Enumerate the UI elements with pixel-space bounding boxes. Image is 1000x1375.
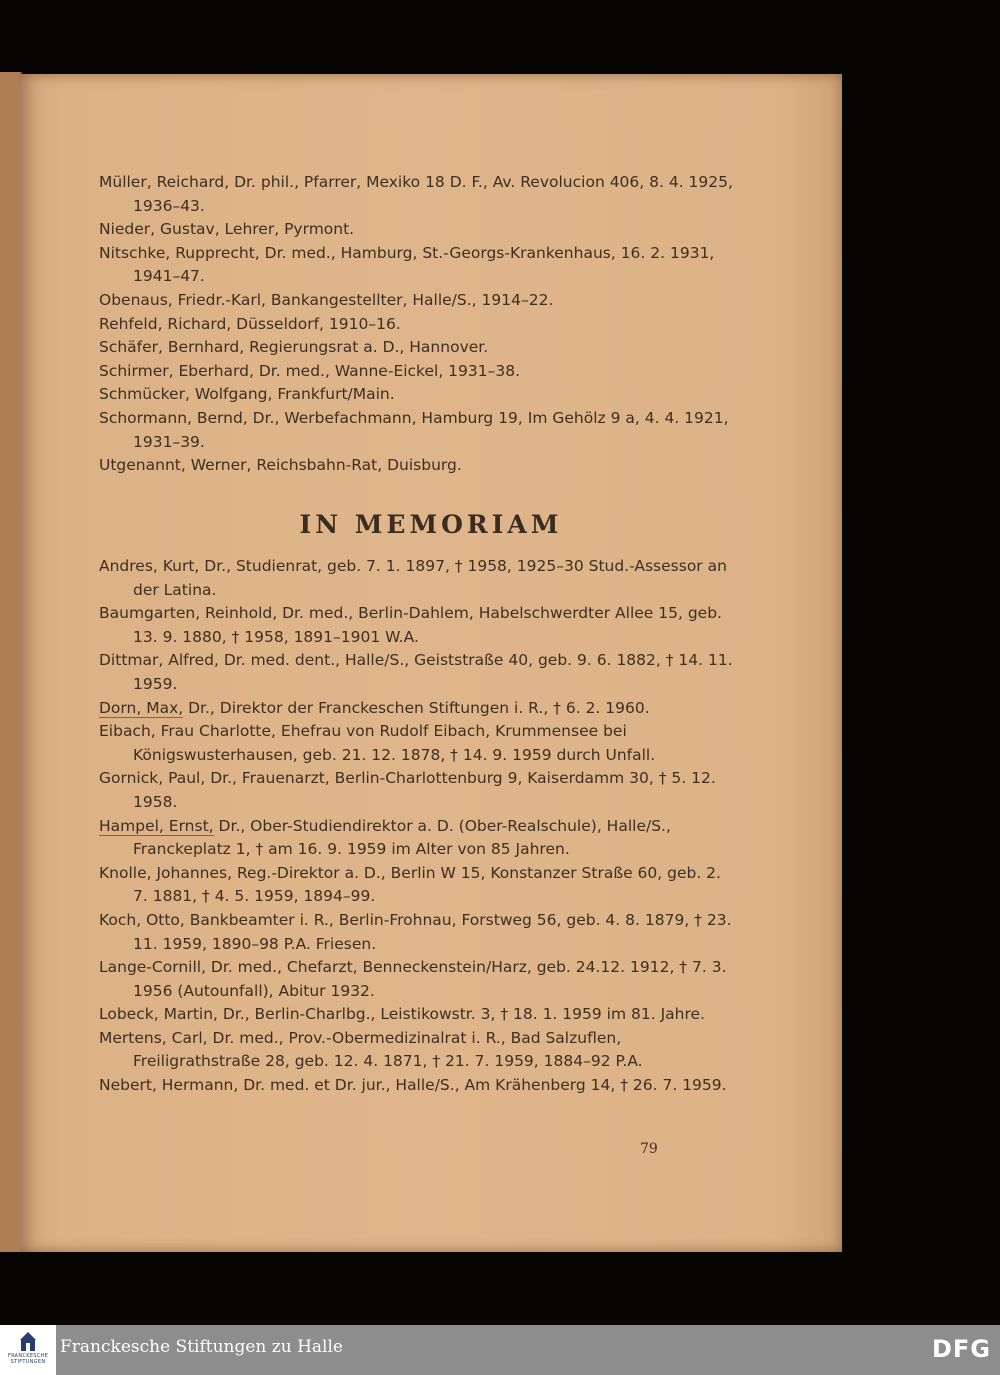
memoriam-item: [99, 555, 739, 602]
in-memoriam-list: [99, 555, 739, 1098]
memoriam-item: [99, 1027, 739, 1074]
memoriam-item: [99, 649, 739, 696]
memoriam-item: [99, 697, 739, 721]
memoriam-item: [99, 767, 739, 814]
footer-title: Franckesche Stiftungen zu Halle: [60, 1337, 343, 1357]
list-item: Schmücker, Wolfgang, Frankfurt/Main.: [99, 385, 395, 404]
entry-text: Baumgarten, Reinhold, Dr. med., Berlin-Dahlem, Habelschwerdter Allee 15, geb. 13. 9. 1880, † 1958, 1891–1901 W.A.: [99, 604, 722, 646]
entry-text: Lange-Cornill, Dr. med., Chefarzt, Benneckenstein/Harz, geb. 24.12. 1912, † 7. 3. 1956 (Autounfall), Abitur 1932.: [99, 958, 727, 1000]
entry-text: Lobeck, Martin, Dr., Berlin-Charlbg., Leistikowstr. 3, † 18. 1. 1959 im 81. Jahre.: [99, 1005, 705, 1024]
memoriam-item: [99, 956, 739, 1003]
list-item: Rehfeld, Richard, Düsseldorf, 1910–16.: [99, 314, 401, 333]
logo-lettering: FRANCKESCHE STIFTUNGEN: [7, 1353, 49, 1365]
underlined-name: Hampel, Ernst,: [99, 816, 214, 835]
entry-text: Andres, Kurt, Dr., Studienrat, geb. 7. 1. 1897, † 1958, 1925–30 Stud.-Assessor an der Latina.: [99, 557, 727, 599]
franckesche-stiftungen-logo[interactable]: [0, 1325, 56, 1375]
previous-page-edge: [0, 72, 22, 1252]
entry-text: Eibach, Frau Charlotte, Ehefrau von Rudolf Eibach, Krummensee bei Königswusterhausen, geb. 21. 12. 1878, † 14. 9. 1959 durch Unfall.: [99, 722, 656, 764]
memoriam-item: [99, 1074, 739, 1098]
memoriam-item: [99, 720, 739, 767]
memoriam-item: [99, 602, 739, 649]
entry-text: Dr., Ober-Studiendirektor a. D. (Ober-Realschule), Halle/S., Franckeplatz 1, † am 16. 9. 1959 im Alter von 85 Jahren.: [133, 816, 671, 859]
memoriam-item: [99, 909, 739, 956]
list-item: Nitschke, Rupprecht, Dr. med., Hamburg, St.-Georgs-Krankenhaus, 16. 2. 1931, 1941–47.: [99, 243, 715, 286]
alumni-address-list: [99, 171, 739, 478]
page-content: [20, 74, 842, 1252]
viewer-footer: [0, 1325, 1000, 1375]
list-item: Müller, Reichard, Dr. phil., Pfarrer, Mexiko 18 D. F., Av. Revolucion 406, 8. 4. 1925, 1936–43.: [99, 173, 733, 215]
list-item: Obenaus, Friedr.-Karl, Bankangestellter, Halle/S., 1914–22.: [99, 290, 554, 309]
list-item: Schäfer, Bernhard, Regierungsrat a. D., Hannover.: [99, 338, 489, 357]
list-item: Utgenannt, Werner, Reichsbahn-Rat, Duisburg.: [99, 456, 462, 475]
memoriam-item: [99, 1003, 739, 1027]
entry-text: Knolle, Johannes, Reg.-Direktor a. D., Berlin W 15, Konstanzer Straße 60, geb. 2. 7. 1881, † 4. 5. 1959, 1894–99.: [99, 863, 721, 906]
foundation-crest-icon: [20, 1331, 36, 1351]
underlined-name: Dorn, Max,: [99, 698, 184, 717]
book-page: [20, 74, 842, 1252]
memoriam-item: [99, 862, 739, 909]
entry-text: Koch, Otto, Bankbeamter i. R., Berlin-Frohnau, Forstweg 56, geb. 4. 8. 1879, † 23. 11. 1959, 1890–98 P.A. Friesen.: [99, 910, 732, 953]
memoriam-item: [99, 815, 739, 862]
entry-text: Gornick, Paul, Dr., Frauenarzt, Berlin-Charlottenburg 9, Kaiserdamm 30, † 5. 12. 1958.: [99, 769, 716, 811]
entry-text: Mertens, Carl, Dr. med., Prov.-Obermedizinalrat i. R., Bad Salzuflen, Freiligrathstraße 28, geb. 12. 4. 1871, † 21. 7. 1959, 1884–92 P.A.: [99, 1028, 643, 1071]
entry-text: Dittmar, Alfred, Dr. med. dent., Halle/S., Geiststraße 40, geb. 9. 6. 1882, † 14. 11. 1959.: [99, 651, 733, 693]
page-number: 79: [640, 1141, 658, 1157]
dfg-logo[interactable]: DFG: [931, 1335, 991, 1363]
entry-text: Dr., Direktor der Franckeschen Stiftungen i. R., † 6. 2. 1960.: [183, 698, 650, 717]
section-heading: IN MEMORIAM: [299, 510, 563, 539]
entry-text: Nebert, Hermann, Dr. med. et Dr. jur., Halle/S., Am Krähenberg 14, † 26. 7. 1959.: [99, 1076, 727, 1095]
list-item: Schormann, Bernd, Dr., Werbefachmann, Hamburg 19, Im Gehölz 9 a, 4. 4. 1921, 1931–39.: [99, 408, 729, 451]
list-item: Schirmer, Eberhard, Dr. med., Wanne-Eickel, 1931–38.: [99, 361, 521, 380]
list-item: Nieder, Gustav, Lehrer, Pyrmont.: [99, 220, 355, 239]
